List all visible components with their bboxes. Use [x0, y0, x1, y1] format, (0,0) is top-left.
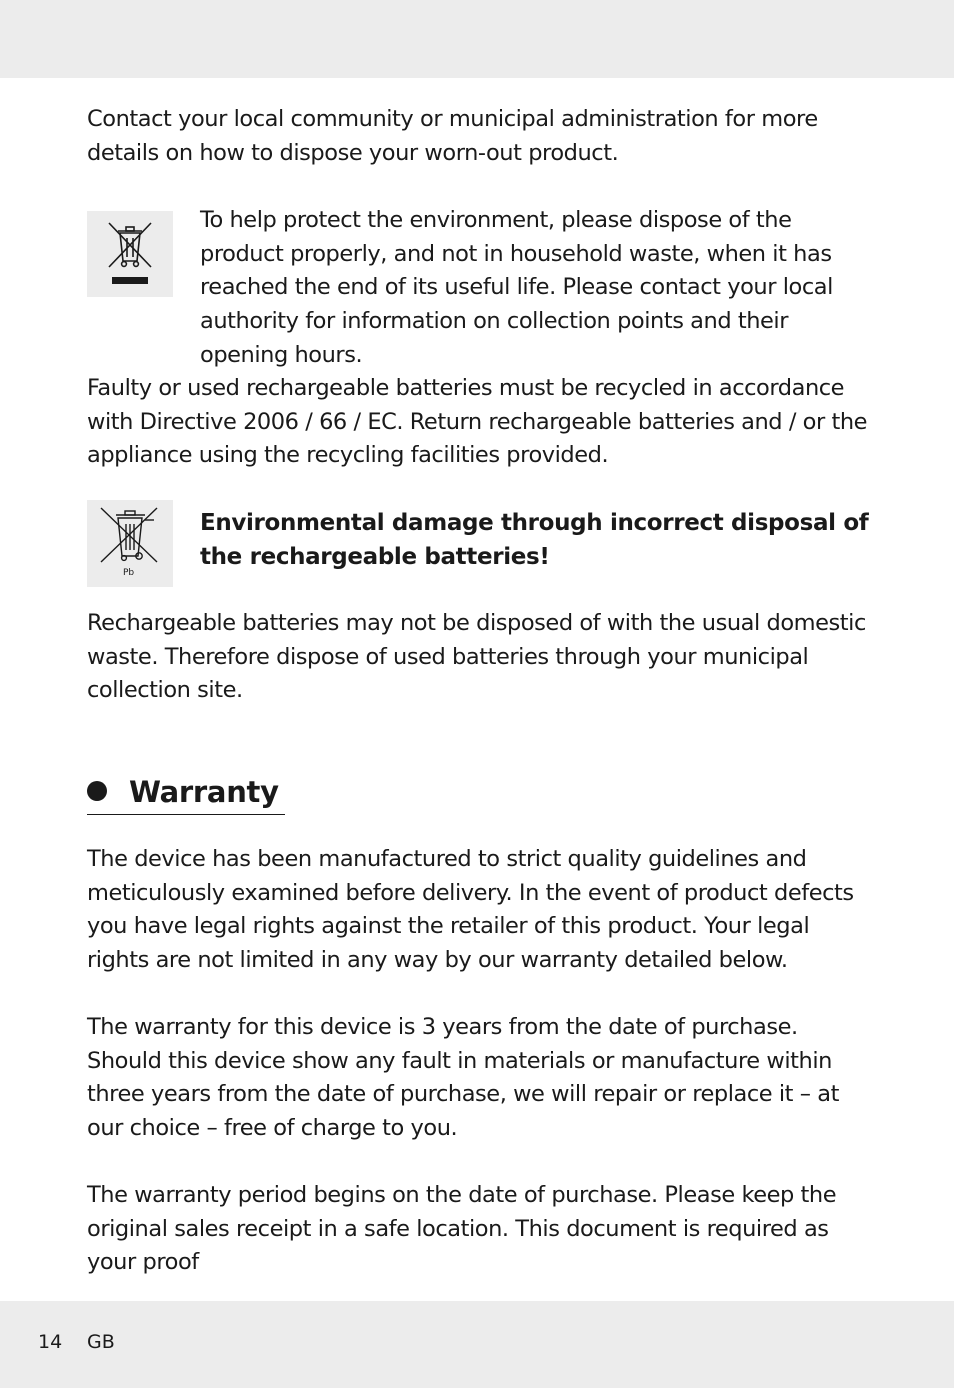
warranty-paragraph-3: The warranty period begins on the date of purchase. Please keep the original sales receipt in a safe location. This document is required as your proof [87, 1182, 837, 1276]
weee-disposal-paragraph: To help protect the environment, please dispose of the product properly, and not in household waste, when it has reached the end of its useful life. Please contact your local authority for information on collection points and their opening hours. [200, 207, 833, 368]
warranty-paragraph-2: The warranty for this device is 3 years from the date of purchase. Should this device show any fault in materials or manufacture within three years from the date of purchase, we will repair or replace it – at our choice – free of charge to you. [87, 1014, 839, 1142]
language-code: GB [87, 1331, 115, 1353]
top-band [0, 0, 954, 78]
battery-recycle-paragraph: Faulty or used rechargeable batteries must be recycled in accordance with Directive 2006 / 66 / EC. Return rechargeable batteries and / or the appliance using the recycling facilities provided. [87, 375, 868, 469]
battery-warning-heading: Environmental damage through incorrect disposal of the rechargeable batteries! [200, 510, 869, 570]
warranty-title: Warranty [129, 775, 279, 809]
disposal-contact-paragraph: Contact your local community or municipal administration for more details on how to dispose your worn-out product. [87, 106, 818, 166]
warranty-section-heading [87, 770, 285, 815]
footer-band [0, 1301, 954, 1388]
battery-domestic-waste-paragraph: Rechargeable batteries may not be disposed of with the usual domestic waste. Therefore dispose of used batteries through your municipal collection site. [87, 610, 866, 704]
page-number: 14 [38, 1331, 63, 1353]
battery-pb-label: Pb [123, 568, 135, 578]
battery-bin-icon [87, 500, 173, 587]
warranty-paragraph-1: The device has been manufactured to strict quality guidelines and meticulously examined before delivery. In the event of product defects you have legal rights against the retailer of this product. Your legal rights are not limited in any way by our warranty detailed below. [87, 846, 854, 974]
bullet-dot-icon [87, 781, 107, 801]
weee-bin-icon [87, 211, 173, 297]
